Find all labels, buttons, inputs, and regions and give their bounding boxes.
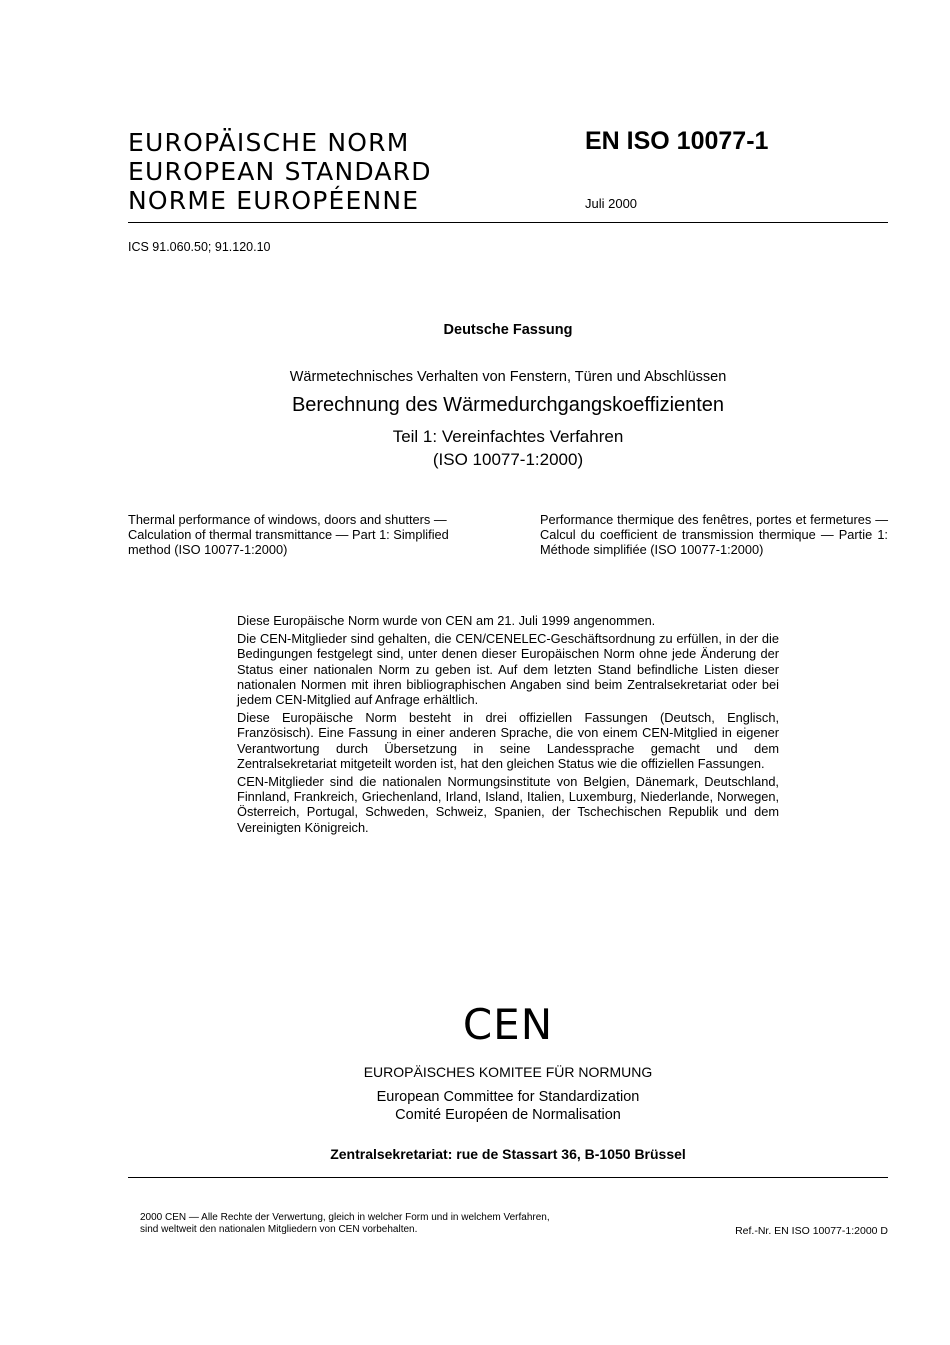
body-paragraph: CEN-Mitglieder sind die nationalen Normungsinstitute von Belgien, Dänemark, Deutschland, Finnland, Frankreich, Griechenland, Irland, Island, Italien, Luxemburg, Niederlande, Norwegen, Österreich, Portugal, Schweden, Schweiz, Spanien, der Tschechischen Republik und dem Vereinigten Königreich.	[237, 774, 779, 835]
copyright-notice	[140, 1212, 610, 1235]
header-divider	[128, 222, 888, 223]
footer-divider	[128, 1177, 888, 1178]
iso-reference: (ISO 10077-1:2000)	[432, 450, 584, 469]
committee-name-french: Comité Européen de Normalisation	[395, 1107, 621, 1123]
version-label: Deutsche Fassung	[443, 322, 573, 338]
part-label: Teil 1: Vereinfachtes Verfahren	[392, 427, 624, 446]
standard-title-block	[128, 128, 558, 215]
french-title: Performance thermique des fenêtres, portes et fermetures — Calcul du coefficient de transmission thermique — Partie 1: Méthode simplifiée (ISO 10077-1:2000)	[540, 512, 888, 558]
title-german: EUROPÄISCHE NORM	[128, 128, 410, 157]
body-paragraph: Die CEN-Mitglieder sind gehalten, die CEN/CENELEC-Geschäftsordnung zu erfüllen, in der die Bedingungen festgelegt sind, unter denen dieser Europäischen Norm ohne jede Änderung der Status einer nationalen Norm zu geben ist. Auf dem letzten Stand befindliche Listen dieser nationalen Normen mit ihren bibliographischen Angaben sind beim Zentralsekretariat oder bei jedem CEN-Mitglied auf Anfrage erhältlich.	[237, 631, 779, 708]
cen-logo: CEN	[462, 1000, 554, 1049]
committee-name-english: European Committee for Standardization	[376, 1089, 640, 1105]
body-paragraph: Diese Europäische Norm wurde von CEN am 21. Juli 1999 angenommen.	[237, 613, 656, 628]
document-title: Berechnung des Wärmedurchgangskoeffizienten	[291, 394, 725, 416]
title-french: NORME EUROPÉENNE	[128, 186, 420, 215]
standard-number: EN ISO 10077-1	[585, 127, 769, 155]
body-paragraph: Diese Europäische Norm besteht in drei offiziellen Fassungen (Deutsch, Englisch, Französisch). Eine Fassung in einer anderen Sprache, die von einem CEN-Mitglied in eigener Verantwortung durch Übersetzung in seine Landessprache gemacht und dem Zentralsekretariat mitgeteilt worden ist, hat den gleichen Status wie die offiziellen Fassungen.	[237, 710, 779, 771]
english-title: Thermal performance of windows, doors and shutters — Calculation of thermal transmittance — Part 1: Simplified method (ISO 10077-1:2000)	[128, 512, 449, 558]
copyright-line: 2000 CEN — Alle Rechte der Verwertung, gleich in welcher Form und in welchem Verfahren,	[140, 1212, 550, 1223]
publication-date: Juli 2000	[585, 196, 638, 211]
secretariat-address: Zentralsekretariat: rue de Stassart 36, B-1050 Brüssel	[330, 1146, 686, 1162]
reference-number: Ref.-Nr. EN ISO 10077-1:2000 D	[735, 1225, 888, 1237]
document-subtitle: Wärmetechnisches Verhalten von Fenstern, Türen und Abschlüssen	[289, 369, 727, 385]
committee-name-german: EUROPÄISCHES KOMITEE FÜR NORMUNG	[363, 1064, 653, 1080]
title-english: EUROPEAN STANDARD	[128, 157, 432, 186]
copyright-line: sind weltweit den nationalen Mitgliedern von CEN vorbehalten.	[140, 1223, 418, 1235]
adoption-notice	[237, 613, 779, 838]
ics-codes: ICS 91.060.50; 91.120.10	[128, 240, 271, 254]
document-part	[128, 425, 888, 471]
